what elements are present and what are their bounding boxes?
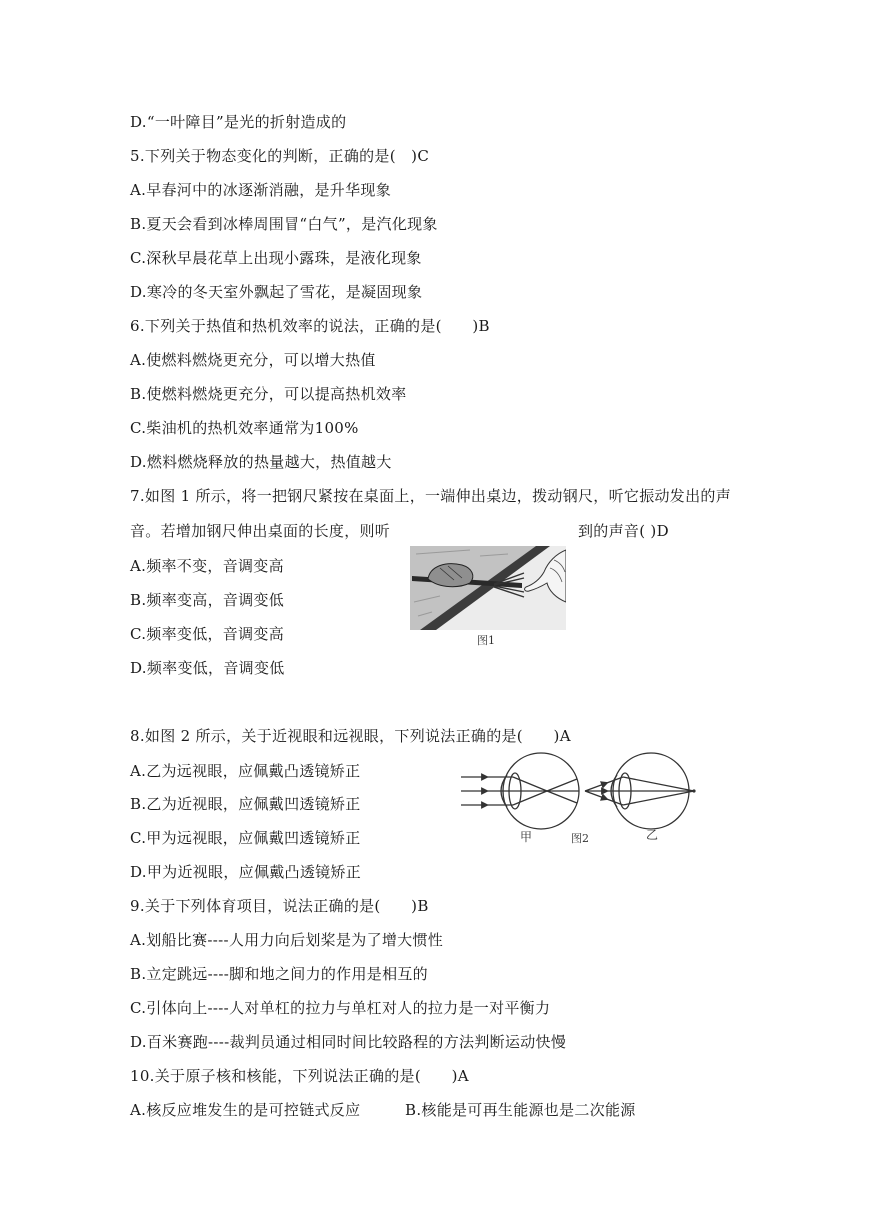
eye-right-refracted-top xyxy=(623,777,694,791)
q7-option-a: A.频率不变，音调变高 xyxy=(130,557,284,575)
eye-right-ray-bottom xyxy=(585,791,623,805)
q9-option-b: B.立定跳远----脚和地之间力的作用是相互的 xyxy=(130,965,428,983)
q10-stem: 10.关于原子核和核能，下列说法正确的是( )A xyxy=(130,1067,469,1085)
eye-left xyxy=(461,753,579,829)
eye-left-refracted-bottom xyxy=(513,779,577,805)
figure-2-eye-diagrams xyxy=(455,748,700,848)
q9-option-c: C.引体向上----人对单杠的拉力与单杠对人的拉力是一对平衡力 xyxy=(130,999,551,1017)
q5-option-a: A.早春河中的冰逐渐消融，是升华现象 xyxy=(130,181,392,199)
figure-2-label-right: 乙 xyxy=(646,828,659,842)
eye-right xyxy=(585,753,694,829)
q7-option-c: C.频率变低，音调变高 xyxy=(130,625,285,643)
q5-option-b: B.夏天会看到冰棒周围冒“白气”，是汽化现象 xyxy=(130,215,438,233)
eye-right-focus-point xyxy=(692,789,695,792)
q8-option-d: D.甲为近视眼，应佩戴凸透镜矫正 xyxy=(130,863,362,881)
figure-2-label-left: 甲 xyxy=(520,830,533,844)
q6-option-d: D.燃料燃烧释放的热量越大，热值越大 xyxy=(130,453,392,471)
eye-left-refracted-top xyxy=(513,777,577,803)
q9-option-d: D.百米赛跑----裁判员通过相同时间比较路程的方法判断运动快慢 xyxy=(130,1033,567,1051)
q4-option-d: D.“一叶障目”是光的折射造成的 xyxy=(130,113,347,131)
q8-option-b: B.乙为近视眼，应佩戴凹透镜矫正 xyxy=(130,795,361,813)
figure-1-svg xyxy=(410,546,566,632)
q7-stem-line2-left: 音。若增加钢尺伸出桌面的长度，则听 xyxy=(130,522,391,540)
figure-1-ruler-photo xyxy=(410,546,566,650)
eye-right-ray-top xyxy=(585,777,623,791)
q9-option-a: A.划船比赛----人用力向后划桨是为了增大惯性 xyxy=(130,931,444,949)
eye-right-refracted-bottom xyxy=(623,791,694,805)
q8-option-a: A.乙为远视眼，应佩戴凸透镜矫正 xyxy=(130,762,361,780)
q10-option-b: B.核能是可再生能源也是二次能源 xyxy=(405,1101,636,1119)
figure-1-caption: 图1 xyxy=(477,634,495,647)
q7-option-b: B.频率变高，音调变低 xyxy=(130,591,285,609)
q5-option-d: D.寒冷的冬天室外飘起了雪花，是凝固现象 xyxy=(130,283,423,301)
q5-stem: 5.下列关于物态变化的判断，正确的是( )C xyxy=(130,147,430,165)
q6-option-b: B.使燃料燃烧更充分，可以提高热机效率 xyxy=(130,385,407,403)
q6-option-a: A.使燃料燃烧更充分，可以增大热值 xyxy=(130,351,376,369)
q7-stem-line2-right: 到的声音( )D xyxy=(578,522,669,540)
q8-option-c: C.甲为远视眼，应佩戴凹透镜矫正 xyxy=(130,829,361,847)
q10-option-a: A.核反应堆发生的是可控链式反应 xyxy=(130,1101,361,1119)
q8-stem: 8.如图 2 所示，关于近视眼和远视眼，下列说法正确的是( )A xyxy=(130,727,571,745)
figure-2-svg xyxy=(455,748,700,832)
q7-stem-line1: 7.如图 1 所示，将一把钢尺紧按在桌面上，一端伸出桌边，拨动钢尺，听它振动发出的声 xyxy=(130,487,731,505)
q6-stem: 6.下列关于热值和热机效率的说法，正确的是( )B xyxy=(130,317,490,335)
figure-2-caption: 图2 xyxy=(571,832,589,845)
q9-stem: 9.关于下列体育项目，说法正确的是( )B xyxy=(130,897,429,915)
q6-option-c: C.柴油机的热机效率通常为100% xyxy=(130,419,359,437)
q5-option-c: C.深秋早晨花草上出现小露珠，是液化现象 xyxy=(130,249,422,267)
q7-option-d: D.频率变低，音调变低 xyxy=(130,659,285,677)
